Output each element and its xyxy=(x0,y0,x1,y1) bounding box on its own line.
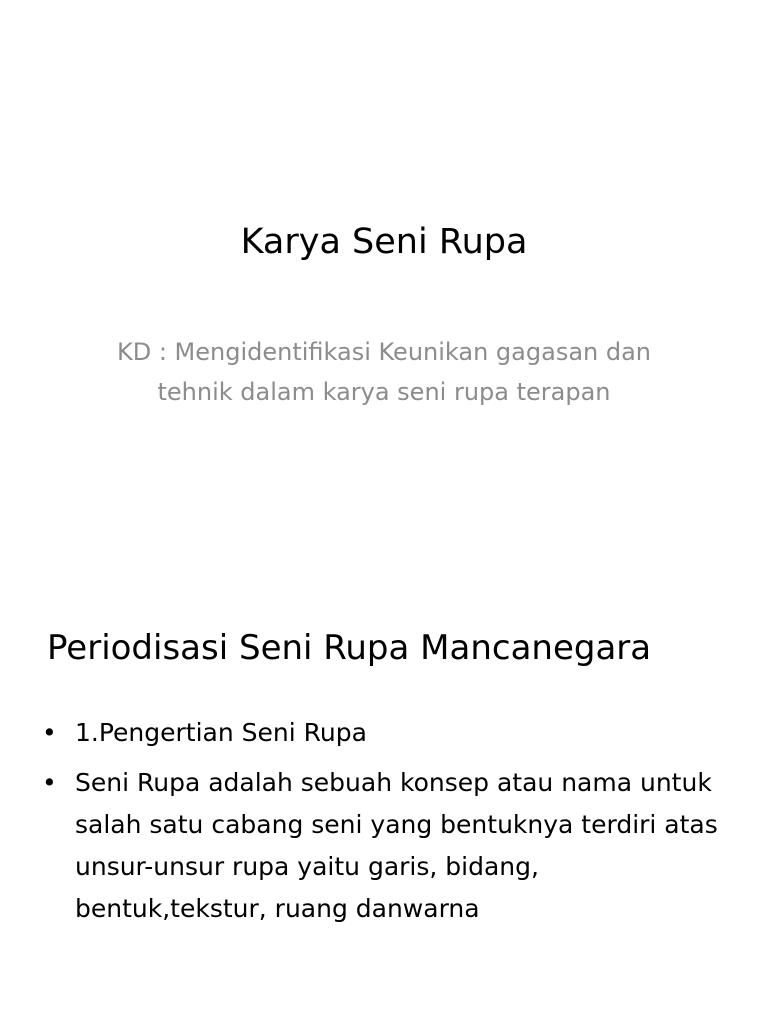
bullet-item xyxy=(42,762,732,930)
bullet-text: Seni Rupa adalah sebuah konsep atau nama untuk salah satu cabang seni yang bentuknya terdiri atas unsur-unsur rupa yaitu garis, bidang, bentuk,tekstur, ruang danwarna xyxy=(75,768,718,923)
section-title: Periodisasi Seni Rupa Mancanegara xyxy=(47,628,652,668)
bullet-icon: • xyxy=(42,768,57,797)
bullet-text: 1.Pengertian Seni Rupa xyxy=(75,718,367,747)
bullet-icon: • xyxy=(42,718,57,747)
bullet-item xyxy=(42,712,732,754)
slide-subtitle: KD : Mengidentifikasi Keunikan gagasan dan tehnik dalam karya seni rupa terapan xyxy=(116,338,652,406)
content-slide xyxy=(0,512,768,1024)
slide-title: Karya Seni Rupa xyxy=(240,222,528,262)
bullet-list xyxy=(42,712,732,938)
